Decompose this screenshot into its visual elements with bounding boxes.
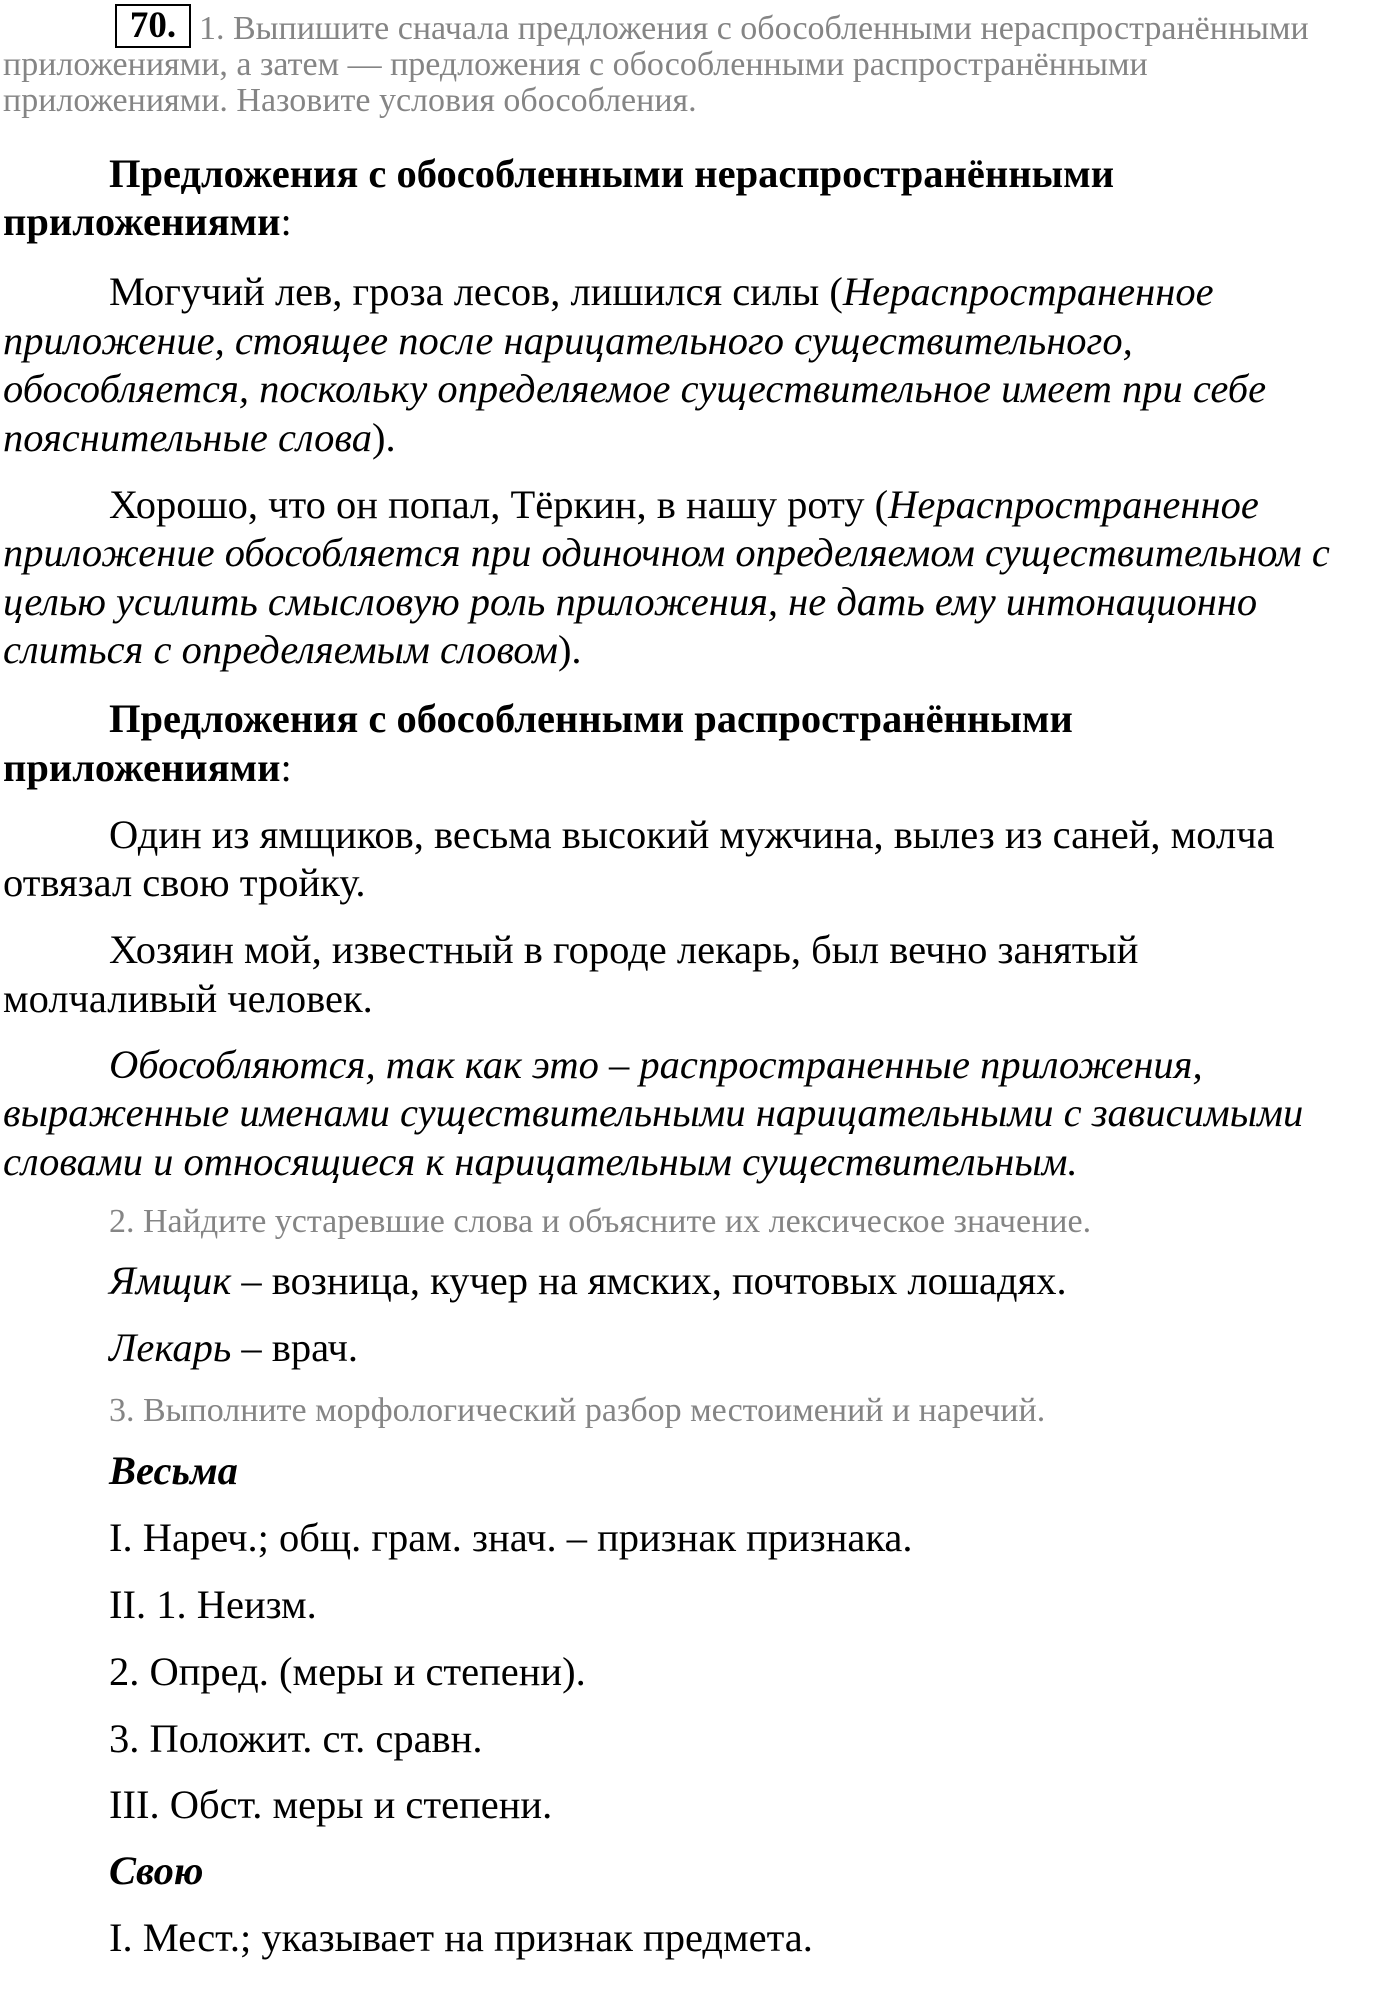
example-2-sentence: Хорошо, что он попал, Тёркин, в нашу роту ( bbox=[109, 482, 889, 527]
heading-unextended-line-1: Предложения с обособленными нераспространёнными bbox=[109, 151, 1115, 196]
analysis-word-vesma: Весьма bbox=[109, 1448, 238, 1493]
task-3: 3. Выполните морфологический разбор местоимений и наречий. bbox=[109, 1392, 1046, 1429]
example-1-closing: ). bbox=[371, 415, 396, 460]
example-2-comment-start: Нераспространенное bbox=[888, 482, 1259, 527]
heading-unextended-colon: : bbox=[280, 199, 292, 244]
definition-term: Ямщик bbox=[109, 1258, 232, 1303]
heading-extended-line-1: Предложения с обособленными распространёнными bbox=[109, 696, 1073, 741]
explanation-line-2: выраженные именами существительными нарицательными с зависимыми bbox=[3, 1090, 1304, 1135]
example-1-line-3: обособляется, поскольку определяемое существительное имеет при себе bbox=[3, 366, 1267, 411]
analysis-svoyu-item: I. Мест.; указывает на признак предмета. bbox=[109, 1915, 813, 1960]
example-3-line-1: Один из ямщиков, весьма высокий мужчина, вылез из саней, молча bbox=[109, 812, 1275, 857]
example-2-line-4 bbox=[3, 625, 582, 675]
heading-extended-line-2 bbox=[3, 743, 292, 793]
explanation-line-3: словами и относящиеся к нарицательным существительным. bbox=[3, 1139, 1078, 1184]
example-2-line-2: приложение обособляется при одиночном определяемом существительном с bbox=[3, 530, 1330, 575]
analysis-vesma-item: 3. Положит. ст. сравн. bbox=[109, 1716, 483, 1761]
definition-text: – возница, кучер на ямских, почтовых лошадях. bbox=[231, 1258, 1067, 1303]
example-3-line-2: отвязал свою тройку. bbox=[3, 860, 366, 905]
analysis-word-svoyu: Свою bbox=[109, 1848, 204, 1893]
textbook-page bbox=[3, 0, 1395, 2000]
example-1-line-1 bbox=[109, 267, 1214, 317]
heading-extended-word: приложениями bbox=[3, 745, 281, 790]
definition-term: Лекарь bbox=[109, 1325, 232, 1370]
example-2-closing: ). bbox=[557, 627, 582, 672]
example-1-comment-start: Нераспространенное bbox=[842, 269, 1214, 314]
definition-text: – врач. bbox=[231, 1325, 359, 1370]
example-4-line-1: Хозяин мой, известный в городе лекарь, был вечно занятый bbox=[109, 927, 1139, 972]
task-1-line-3: приложениями. Назовите условия обособления. bbox=[3, 82, 697, 119]
task-2: 2. Найдите устаревшие слова и объясните их лексическое значение. bbox=[109, 1203, 1092, 1240]
heading-unextended-line-2 bbox=[3, 197, 292, 247]
definition-yamshchik bbox=[109, 1256, 1067, 1306]
exercise-number: 70. bbox=[115, 4, 191, 48]
analysis-vesma-item: III. Обст. меры и степени. bbox=[109, 1782, 553, 1827]
task-1-line-1: 1. Выпишите сначала предложения с обособленными нераспространёнными bbox=[199, 10, 1309, 47]
analysis-vesma-item: I. Нареч.; общ. грам. знач. – признак признака. bbox=[109, 1515, 913, 1560]
analysis-vesma-item: 2. Опред. (меры и степени). bbox=[109, 1649, 586, 1694]
definition-lekar bbox=[109, 1323, 358, 1373]
example-1-sentence: Могучий лев, гроза лесов, лишился силы ( bbox=[109, 269, 843, 314]
example-4-line-2: молчаливый человек. bbox=[3, 976, 373, 1021]
example-1-line-4 bbox=[3, 413, 396, 463]
example-2-line-1 bbox=[109, 480, 1259, 530]
heading-extended-colon: : bbox=[280, 745, 292, 790]
example-2-line-3: целью усилить смысловую роль приложения, не дать ему интонационно bbox=[3, 579, 1258, 624]
task-1-line-2: приложениями, а затем — предложения с обособленными распространёнными bbox=[3, 46, 1148, 83]
example-1-comment-end: пояснительные слова bbox=[3, 415, 372, 460]
example-1-line-2: приложение, стоящее после нарицательного существительного, bbox=[3, 318, 1133, 363]
explanation-line-1: Обособляются, так как это – распространенные приложения, bbox=[109, 1042, 1203, 1087]
example-2-comment-end: слиться с определяемым словом bbox=[3, 627, 558, 672]
analysis-vesma-item: II. 1. Неизм. bbox=[109, 1582, 317, 1627]
heading-unextended-word: приложениями bbox=[3, 199, 281, 244]
